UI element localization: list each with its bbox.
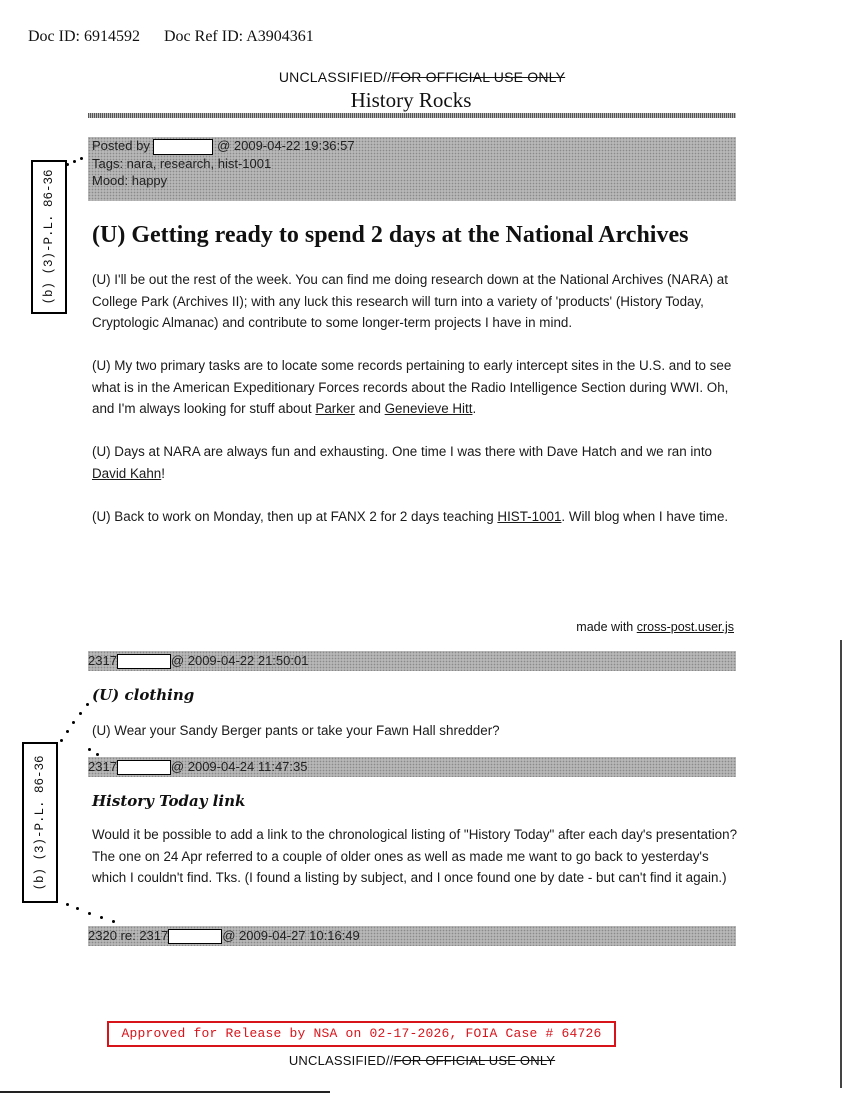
comment-header-bar <box>88 651 736 671</box>
paragraph-text: (U) Days at NARA are always fun and exhausting. One time I was there with Dave Hatch and we ran into <box>92 444 712 459</box>
connector-dot <box>79 712 82 715</box>
connector-dot <box>88 912 91 915</box>
redaction-box <box>168 929 222 944</box>
connector-dot <box>86 703 89 706</box>
comment-title: (U) clothing <box>92 686 195 704</box>
doc-id-line <box>28 28 314 46</box>
parker-link[interactable]: Parker <box>315 401 355 416</box>
paragraph-text: (U) My two primary tasks are to locate some records pertaining to early intercept sites in the U.S. and to see what is in the American Expeditionary Forces records about the Radio Intelligence Section during WWI. Oh, and I'm always looking for stuff about <box>92 358 732 416</box>
exemption-label: (b) (3)-P.L. 86-36 <box>42 169 56 305</box>
paragraph-text: . Will blog when I have time. <box>561 509 729 524</box>
david-kahn-link[interactable]: David Kahn <box>92 465 162 481</box>
posted-timestamp: @ 2009-04-22 19:36:57 <box>217 138 355 153</box>
connector-dot <box>88 748 91 751</box>
classification-prefix: UNCLASSIFIED// <box>288 1053 394 1068</box>
comment-header-bar <box>88 926 736 946</box>
posted-by-line <box>88 137 736 155</box>
exemption-label: (b) (3)-P.L. 86-36 <box>33 754 47 891</box>
paragraph-text: ! <box>161 465 165 481</box>
made-with-note <box>576 620 734 634</box>
comment-timestamp: @ 2009-04-27 10:16:49 <box>222 928 360 943</box>
post-tags: Tags: nara, research, hist-1001 <box>92 155 272 171</box>
connector-dot <box>76 907 79 910</box>
comment-title: History Today link <box>92 792 246 810</box>
comment-text: (U) Wear your Sandy Berger pants or take your Fawn Hall shredder? <box>92 723 500 738</box>
exemption-box <box>31 160 67 314</box>
hist-1001-link[interactable]: HIST-1001 <box>497 509 562 524</box>
classification-struck: FOR OFFICIAL USE ONLY <box>393 1053 556 1068</box>
classification-prefix: UNCLASSIFIED// <box>278 69 392 85</box>
classification-struck: FOR OFFICIAL USE ONLY <box>391 69 566 85</box>
connector-dot <box>60 739 63 742</box>
post-meta-box <box>88 137 736 201</box>
posted-by-label: Posted by <box>92 138 150 153</box>
connector-dot <box>66 163 69 166</box>
doc-id: Doc ID: 6914592 <box>28 28 140 45</box>
connector-dot <box>72 721 75 724</box>
redaction-box <box>117 654 171 669</box>
redaction-box <box>153 139 213 155</box>
post-mood: Mood: happy <box>92 172 168 188</box>
connector-dot <box>73 160 76 163</box>
exemption-box <box>22 742 58 903</box>
title-rule <box>88 113 736 118</box>
post-paragraph: (U) I'll be out the rest of the week. You can find me doing research down at the National Archives (NARA) at College Park (Archives II); with any luck this research will turn into a variety of 'products' (History Today, Cryptologic Almanac) and contribute to some longer-term projects I have in mind. <box>92 272 728 330</box>
classification-top <box>0 69 844 85</box>
foia-approval-stamp: Approved for Release by NSA on 02-17-2026, FOIA Case # 64726 <box>107 1021 616 1047</box>
blog-title: History Rocks <box>350 88 472 112</box>
connector-dot <box>66 730 69 733</box>
comment-author-prefix: 2317 <box>88 759 117 774</box>
comment-timestamp: @ 2009-04-24 11:47:35 <box>170 759 308 774</box>
paragraph-text: and <box>354 401 385 416</box>
classification-bottom <box>0 1053 844 1068</box>
connector-dot <box>80 157 83 160</box>
connector-dot <box>96 753 99 756</box>
post-paragraph <box>92 506 732 528</box>
made-with-label: made with <box>576 620 637 634</box>
redaction-box <box>117 760 171 775</box>
comment-author-prefix: 2320 re: 2317 <box>88 928 169 943</box>
genevieve-hitt-link[interactable]: Genevieve Hitt <box>384 401 473 416</box>
scan-edge-line <box>840 640 842 1088</box>
doc-ref-id: Doc Ref ID: A3904361 <box>163 28 314 45</box>
connector-dot <box>66 903 69 906</box>
post-paragraph <box>92 441 732 484</box>
paragraph-text: . <box>472 401 477 416</box>
connector-dot <box>100 916 103 919</box>
comment-text: Would it be possible to add a link to the chronological listing of "History Today" after each day's presentation? The one on 24 Apr referred to a couple of older ones as well as made me want to go back to yesterday's which I couldn't find. Tks. (I found a listing by subject, and I once found one by date - but can't find it again.) <box>92 827 738 885</box>
comment-author-prefix: 2317 <box>88 653 117 668</box>
post-title: (U) Getting ready to spend 2 days at the National Archives <box>92 222 689 248</box>
cross-post-link[interactable]: cross-post.user.js <box>636 620 734 634</box>
scan-edge-line <box>0 1091 330 1093</box>
paragraph-text: (U) Back to work on Monday, then up at FANX 2 for 2 days teaching <box>92 509 498 524</box>
comment-header-bar <box>88 757 736 777</box>
connector-dot <box>112 920 115 923</box>
comment-timestamp: @ 2009-04-22 21:50:01 <box>170 653 309 668</box>
post-paragraph <box>92 355 732 420</box>
